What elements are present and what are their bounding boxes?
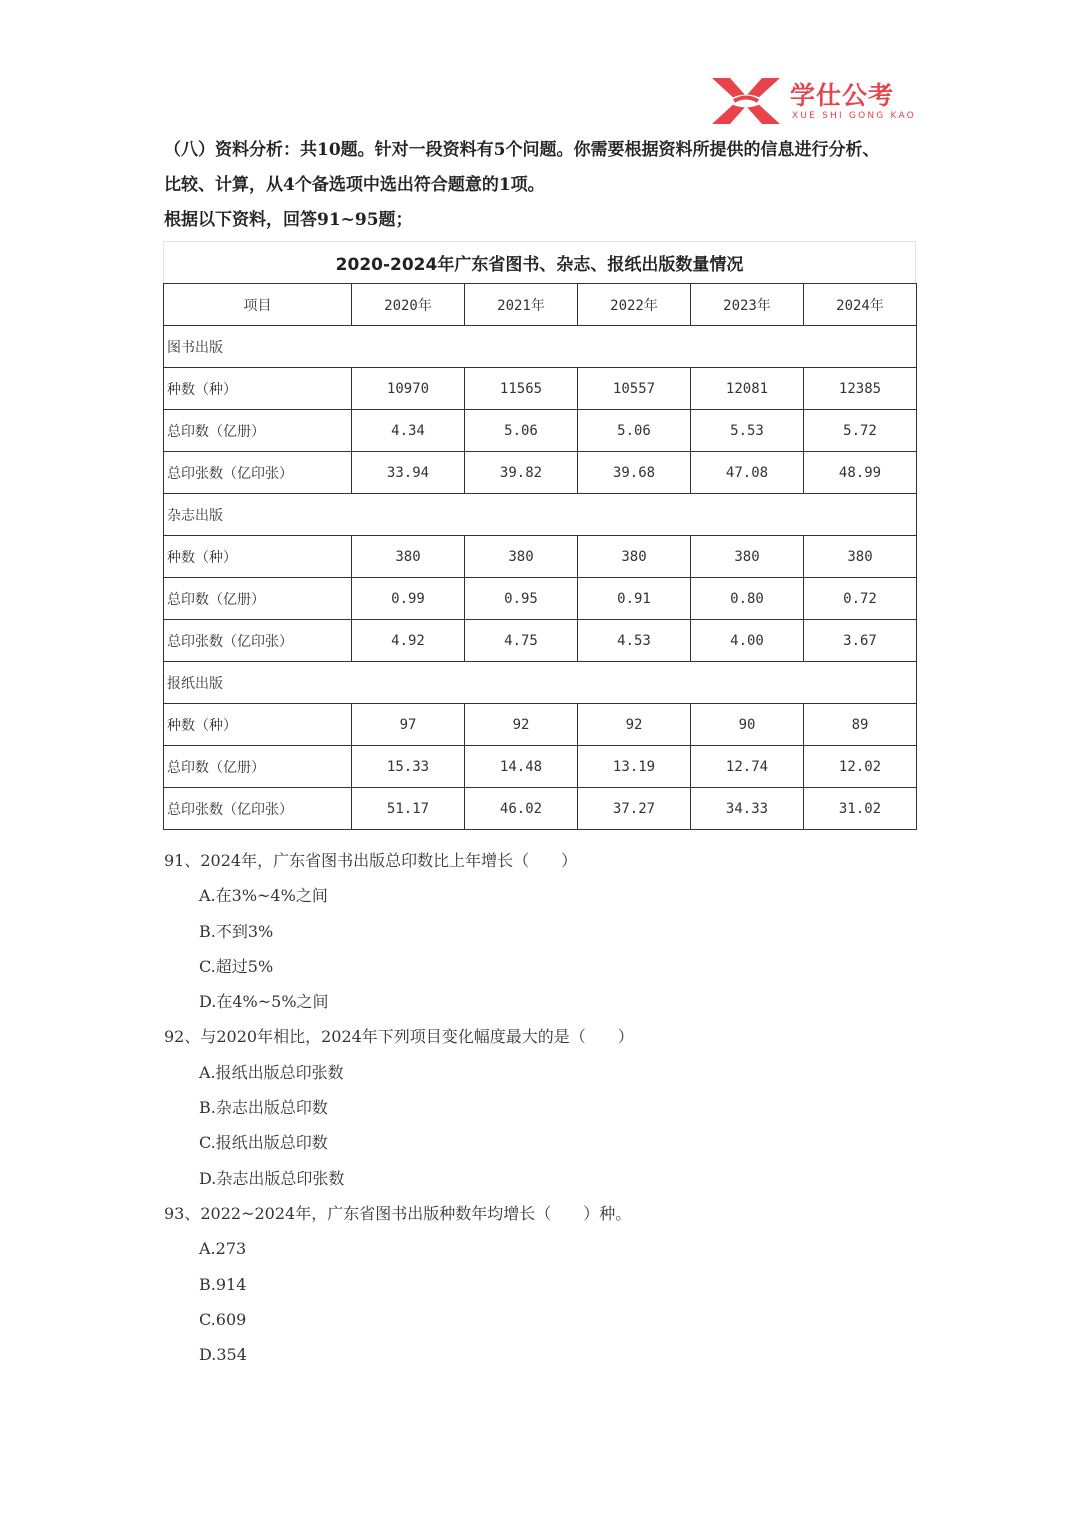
table-cell: 0.91 (578, 578, 691, 620)
table-cell: 46.02 (465, 788, 578, 830)
table-cell: 12081 (691, 368, 804, 410)
table-cell: 5.72 (804, 410, 917, 452)
row-label: 种数（种） (164, 536, 352, 578)
table-cell: 47.08 (691, 452, 804, 494)
row-label: 总印张数（亿印张） (164, 620, 352, 662)
header-cell: 2021年 (465, 284, 578, 326)
table-cell: 0.99 (352, 578, 465, 620)
header-cell: 2020年 (352, 284, 465, 326)
table-cell: 4.34 (352, 410, 465, 452)
answer-option: B.不到3% (199, 921, 274, 941)
answer-option: D.354 (199, 1345, 247, 1365)
brand-logo (710, 74, 925, 128)
section-row-newspapers (164, 662, 917, 704)
table-cell: 12385 (804, 368, 917, 410)
table-cell: 33.94 (352, 452, 465, 494)
table-title: 2020-2024年广东省图书、杂志、报纸出版数量情况 (163, 241, 916, 283)
table-cell: 97 (352, 704, 465, 746)
table-cell: 13.19 (578, 746, 691, 788)
table-cell: 380 (804, 536, 917, 578)
answer-option: A.273 (199, 1239, 247, 1259)
answer-option: A.在3%~4%之间 (199, 886, 328, 906)
data-table-container (163, 241, 916, 830)
table-row (164, 452, 917, 494)
header-cell: 2024年 (804, 284, 917, 326)
table-cell: 37.27 (578, 788, 691, 830)
table-cell: 5.06 (578, 410, 691, 452)
header-cell: 项目 (164, 284, 352, 326)
table-cell: 380 (465, 536, 578, 578)
brand-name: 学仕公考 (790, 81, 895, 110)
answer-option: B.914 (199, 1274, 247, 1294)
table-row (164, 746, 917, 788)
row-label: 种数（种） (164, 704, 352, 746)
table-row (164, 578, 917, 620)
table-cell: 0.72 (804, 578, 917, 620)
table-cell: 90 (691, 704, 804, 746)
table-cell: 3.67 (804, 620, 917, 662)
table-cell: 380 (578, 536, 691, 578)
table-cell: 12.02 (804, 746, 917, 788)
header-cell: 2022年 (578, 284, 691, 326)
table-cell: 92 (465, 704, 578, 746)
table-row (164, 368, 917, 410)
intro-line: （八）资料分析：共10题。针对一段资料有5个问题。你需要根据资料所提供的信息进行分析、 (164, 140, 880, 160)
answer-option: D.在4%~5%之间 (199, 992, 329, 1012)
table-cell: 0.80 (691, 578, 804, 620)
table-row (164, 410, 917, 452)
table-cell: 34.33 (691, 788, 804, 830)
table-cell: 4.53 (578, 620, 691, 662)
table-row (164, 620, 917, 662)
question-stem: 93、2022~2024年，广东省图书出版种数年均增长（ ）种。 (164, 1203, 632, 1223)
row-label: 总印数（亿册） (164, 410, 352, 452)
publication-table (163, 283, 917, 830)
answer-option: B.杂志出版总印数 (199, 1098, 328, 1118)
section-row-books (164, 326, 917, 368)
table-cell: 15.33 (352, 746, 465, 788)
header-cell: 2023年 (691, 284, 804, 326)
question-stem: 92、与2020年相比，2024年下列项目变化幅度最大的是（ ） (164, 1027, 634, 1047)
table-cell: 10557 (578, 368, 691, 410)
answer-option: D.杂志出版总印张数 (199, 1168, 345, 1188)
table-header-row (164, 284, 917, 326)
row-label: 种数（种） (164, 368, 352, 410)
table-cell: 5.53 (691, 410, 804, 452)
answer-option: C.超过5% (199, 956, 274, 976)
table-cell: 5.06 (465, 410, 578, 452)
section-row-magazines (164, 494, 917, 536)
table-cell: 11565 (465, 368, 578, 410)
table-row (164, 536, 917, 578)
section-intro (164, 133, 924, 238)
table-cell: 39.82 (465, 452, 578, 494)
row-label: 总印张数（亿印张） (164, 452, 352, 494)
table-row (164, 704, 917, 746)
table-cell: 89 (804, 704, 917, 746)
table-cell: 92 (578, 704, 691, 746)
table-cell: 380 (691, 536, 804, 578)
row-label: 总印张数（亿印张） (164, 788, 352, 830)
table-cell: 4.00 (691, 620, 804, 662)
table-cell: 4.92 (352, 620, 465, 662)
table-row (164, 788, 917, 830)
answer-option: C.609 (199, 1309, 247, 1329)
table-cell: 10970 (352, 368, 465, 410)
row-label: 总印数（亿册） (164, 746, 352, 788)
question-stem: 91、2024年，广东省图书出版总印数比上年增长（ ） (164, 851, 578, 870)
table-cell: 12.74 (691, 746, 804, 788)
intro-line: 比较、计算，从4个备选项中选出符合题意的1项。 (164, 175, 545, 195)
table-cell: 380 (352, 536, 465, 578)
table-cell: 39.68 (578, 452, 691, 494)
table-cell: 14.48 (465, 746, 578, 788)
table-cell: 0.95 (465, 578, 578, 620)
intro-line: 根据以下资料，回答91~95题； (164, 210, 413, 230)
table-cell: 51.17 (352, 788, 465, 830)
brand-subtitle: XUE SHI GONG KAO (792, 111, 916, 121)
table-cell: 31.02 (804, 788, 917, 830)
answer-option: A.报纸出版总印张数 (199, 1062, 344, 1082)
row-label: 总印数（亿册） (164, 578, 352, 620)
answer-option: C.报纸出版总印数 (199, 1133, 328, 1153)
logo-icon (710, 76, 782, 126)
section-label: 图书出版 (164, 326, 917, 368)
table-cell: 4.75 (465, 620, 578, 662)
section-label: 报纸出版 (164, 662, 917, 704)
question-list (164, 843, 924, 1372)
section-label: 杂志出版 (164, 494, 917, 536)
table-cell: 48.99 (804, 452, 917, 494)
